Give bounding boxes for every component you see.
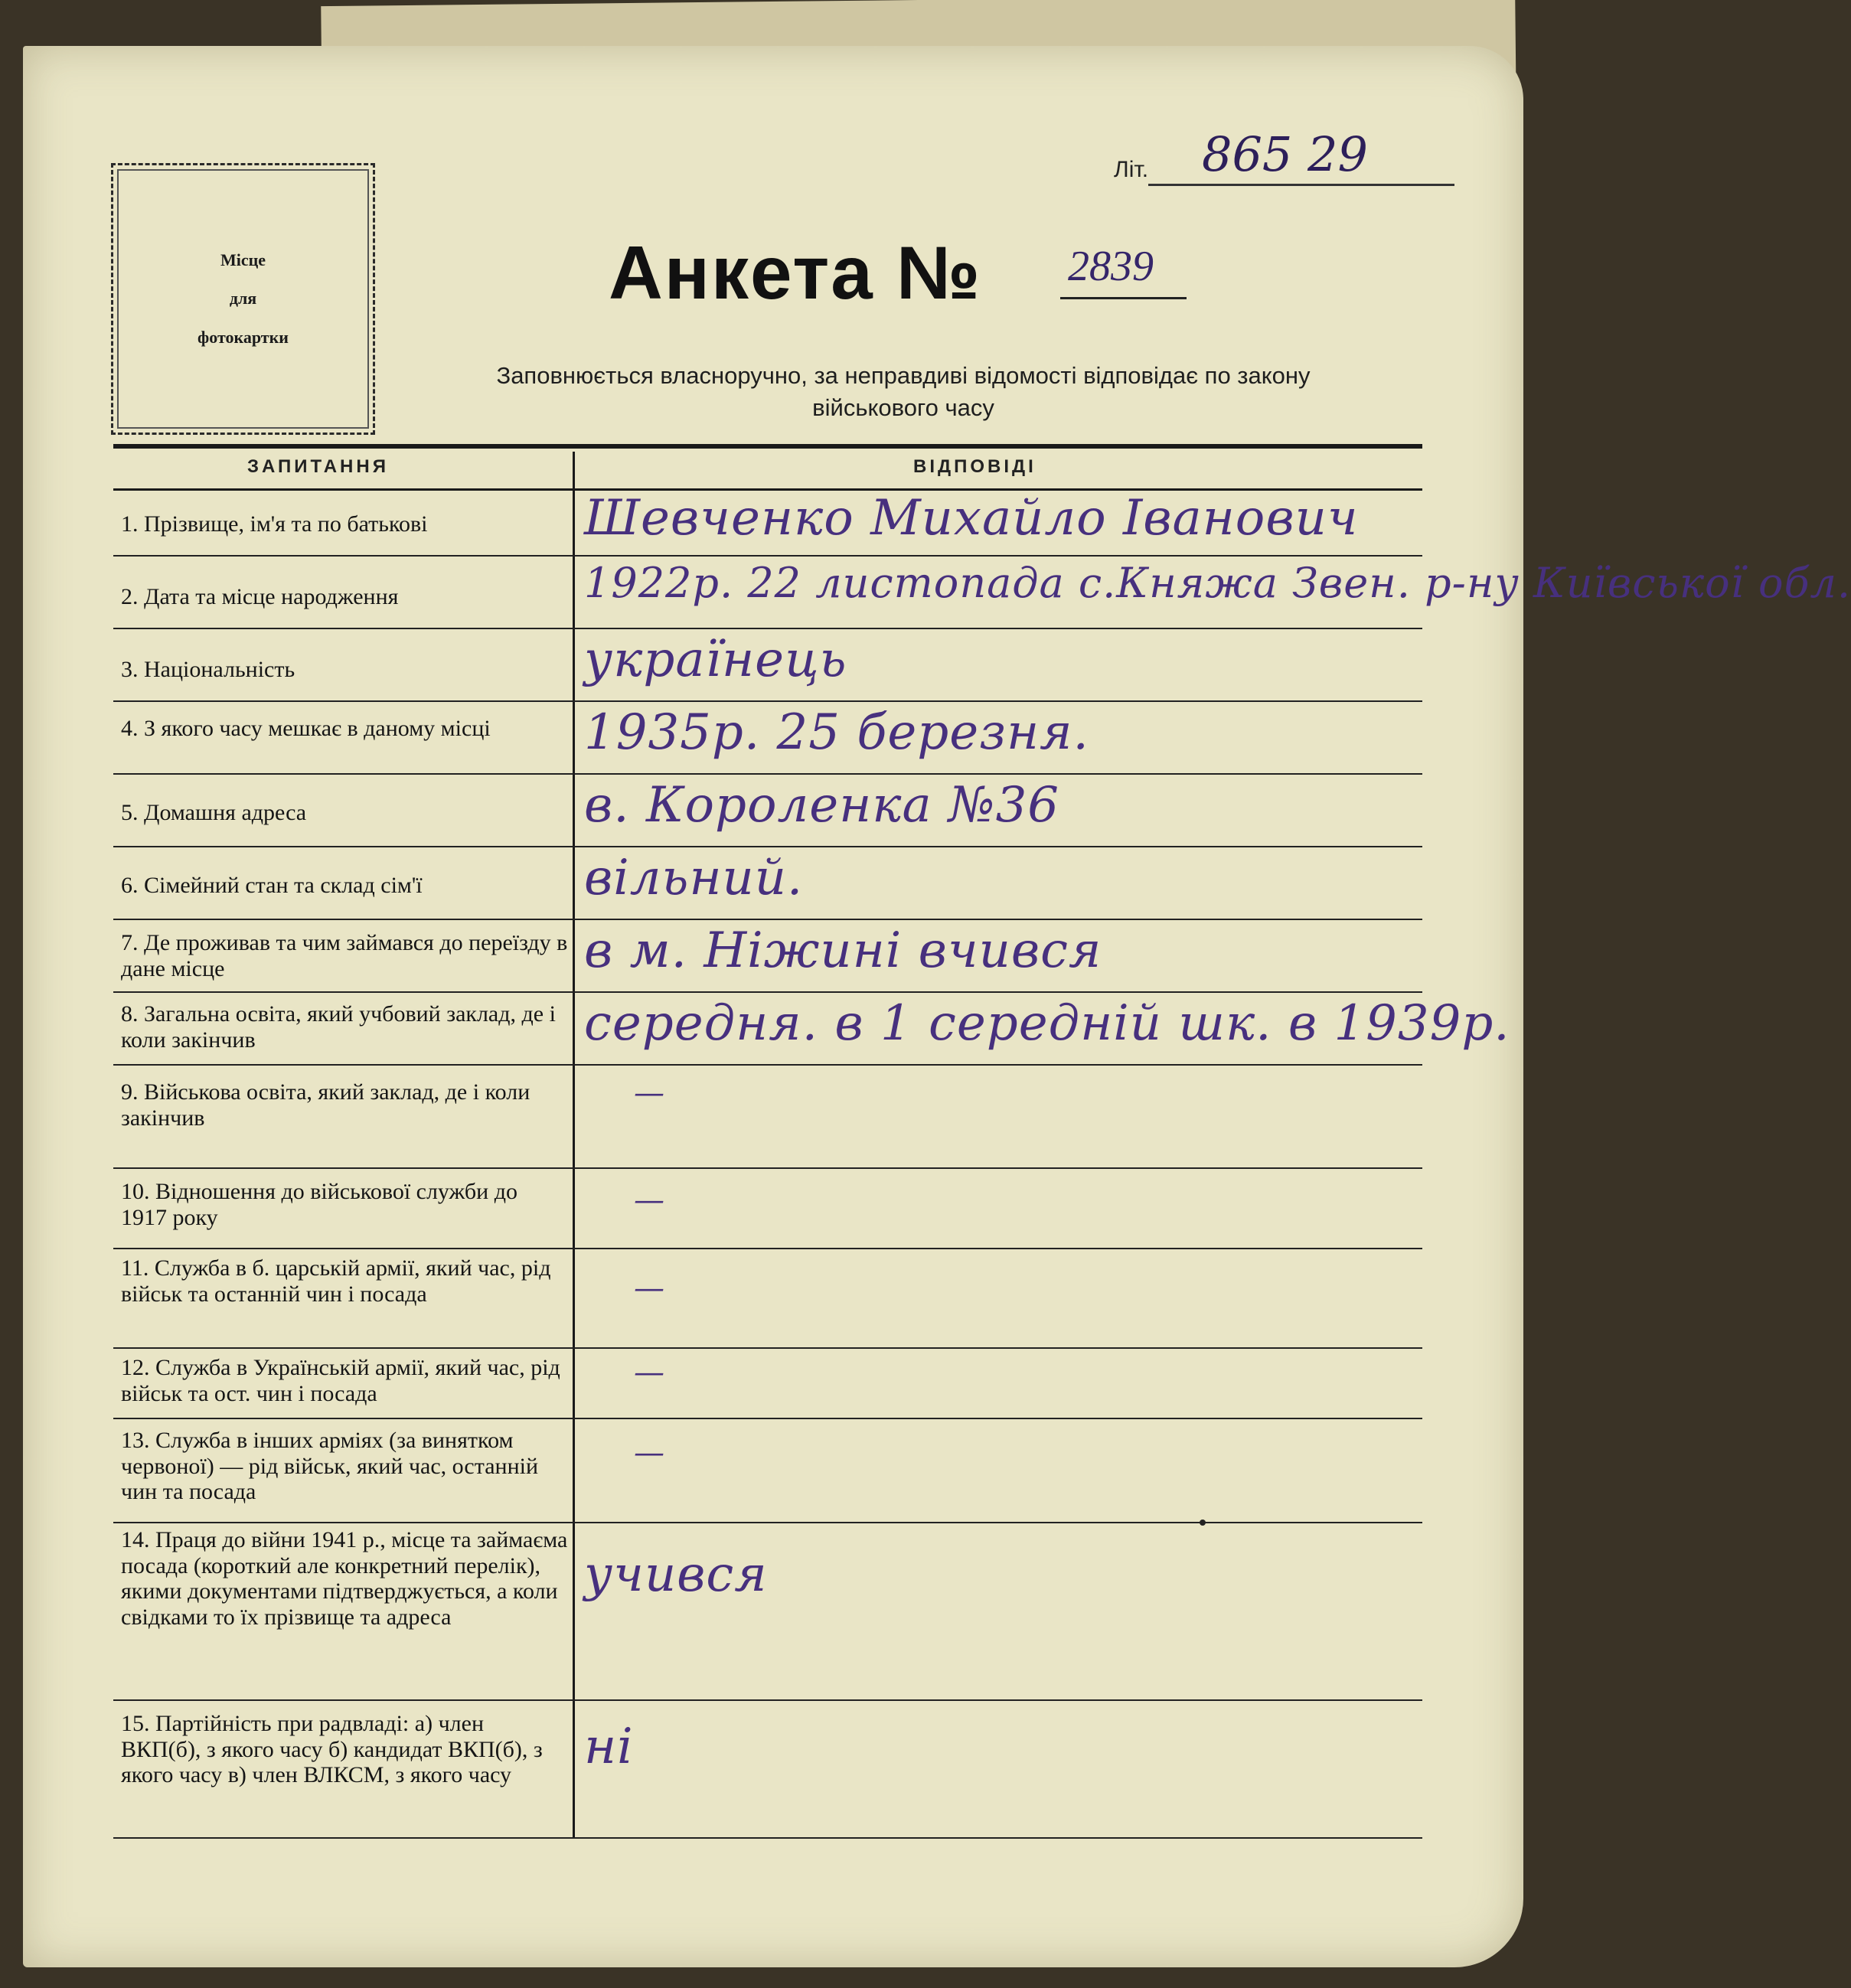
question-6: 6. Сімейний стан та склад сім'ї — [121, 873, 423, 898]
column-divider — [573, 452, 575, 1837]
form-title: Анкета № — [609, 230, 982, 315]
photo-placeholder — [111, 163, 375, 435]
photo-label-1: Місце — [220, 250, 266, 269]
answer-14: учився — [584, 1546, 768, 1603]
row-divider — [113, 1248, 1422, 1249]
answer-9: — — [634, 1076, 665, 1111]
answer-12: — — [634, 1355, 665, 1390]
row-divider — [113, 919, 1422, 920]
question-15: 15. Партійність при радвладі: а) член ВКП(б), з якого часу б) кандидат ВКП(б), з якого часу в) член ВЛКСМ, з якого часу — [121, 1711, 543, 1788]
answer-3: українець — [584, 632, 847, 688]
question-10: 10. Відношення до військової служби до 1917 року — [121, 1179, 517, 1230]
question-3: 3. Національність — [121, 657, 295, 682]
photo-label-2: для — [229, 289, 257, 308]
question-5: 5. Домашня адреса — [121, 800, 307, 825]
answer-5: в. Короленка №36 — [584, 777, 1059, 834]
question-12: 12. Служба в Українській армії, який час, рід військ та ост. чин і посада — [121, 1355, 560, 1406]
question-1: 1. Прізвище, ім'я та по батькові — [121, 511, 428, 537]
row-divider — [113, 1699, 1422, 1701]
question-8: 8. Загальна освіта, який учбовий заклад, де і коли закінчив — [121, 1001, 556, 1053]
row-divider — [113, 555, 1422, 557]
table-top-rule — [113, 444, 1422, 449]
row-divider — [113, 773, 1422, 775]
question-13: 13. Служба в інших арміях (за винятком червоної) — рід військ, який час, останній чин та посада — [121, 1428, 539, 1505]
header-questions: ЗАПИТАННЯ — [247, 456, 389, 477]
row-divider — [113, 1418, 1422, 1419]
answer-7: в м. Ніжині вчився — [584, 922, 1102, 979]
question-4: 4. З якого часу мешкає в даному місці — [121, 716, 491, 741]
question-11: 11. Служба в б. царській армії, який час, рід військ та останній чин і посада — [121, 1255, 551, 1307]
answer-13: — — [634, 1435, 665, 1471]
subtitle-line-1: Заповнюється власноручно, за неправдиві відомості відповідає по закону — [496, 362, 1311, 389]
subtitle-line-2: військового часу — [812, 393, 994, 421]
answer-1: Шевченко Михайло Іванович — [584, 490, 1359, 547]
form-subtitle — [406, 360, 1401, 424]
question-7: 7. Де проживав та чим займався до переїзду в дане місце — [121, 930, 568, 981]
row-divider — [113, 628, 1422, 629]
question-2: 2. Дата та місце народження — [121, 584, 399, 609]
row-divider — [113, 1837, 1422, 1839]
lit-value: 865 29 — [1202, 126, 1368, 182]
question-14: 14. Праця до війни 1941 р., місце та займаєма посада (короткий але конкретний перелік), якими документами підтверджується, а коли свідками то їх прізвище та адреса — [121, 1527, 568, 1630]
row-divider — [113, 1167, 1422, 1169]
answer-4: 1935р. 25 березня. — [584, 704, 1089, 761]
answer-11: — — [634, 1271, 665, 1306]
ink-dot — [1200, 1520, 1206, 1526]
row-divider — [113, 846, 1422, 847]
row-divider — [113, 700, 1422, 702]
row-divider — [113, 991, 1422, 993]
row-divider — [113, 1522, 1422, 1523]
lit-label: Літ. — [1114, 157, 1149, 182]
answer-15: ні — [584, 1719, 634, 1775]
answer-8: середня. в 1 середній шк. в 1939р. — [584, 995, 1510, 1052]
row-divider — [113, 1064, 1422, 1066]
question-9: 9. Військова освіта, який заклад, де і коли закінчив — [121, 1079, 530, 1131]
answer-2: 1922р. 22 листопада с.Княжа Звен. р-ну Київської обл. — [584, 559, 1851, 607]
header-answers: ВІДПОВІДІ — [913, 456, 1036, 477]
row-divider — [113, 1347, 1422, 1349]
lit-underline — [1148, 184, 1454, 186]
answer-10: — — [634, 1183, 665, 1218]
answer-6: вільний. — [584, 850, 804, 906]
photo-label-3: фотокартки — [198, 327, 289, 347]
form-number: 2839 — [1068, 243, 1154, 290]
form-number-underline — [1060, 297, 1187, 299]
questionnaire-table — [113, 452, 1851, 1856]
